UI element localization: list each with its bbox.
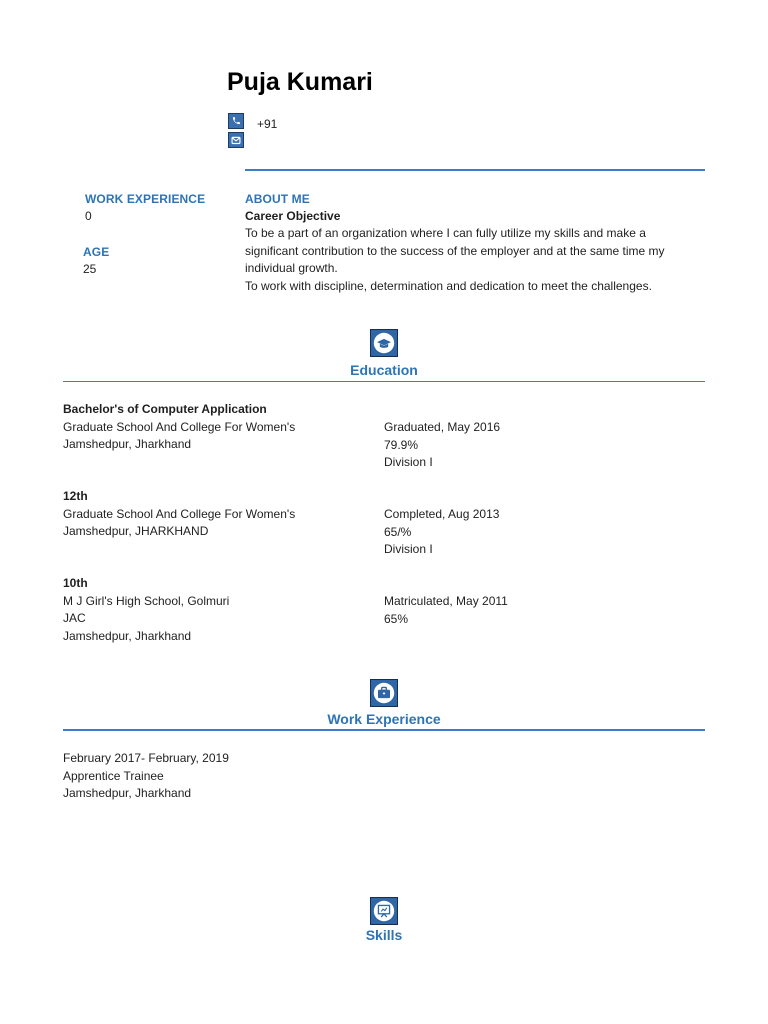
graduation-cap-icon [370, 329, 398, 357]
presentation-board-icon [370, 897, 398, 925]
skills-title: Skills [365, 927, 403, 943]
work-location: Jamshedpur, Jharkhand [63, 786, 192, 800]
education-entry [63, 401, 295, 454]
work-experience-divider [63, 729, 705, 731]
degree-title: 12th [63, 489, 88, 503]
work-experience-title: Work Experience [327, 711, 441, 727]
location: Jamshedpur, JHARKHAND [63, 524, 209, 538]
work-period: February 2017- February, 2019 [63, 751, 229, 765]
briefcase-icon [370, 679, 398, 707]
age-label: AGE [83, 245, 110, 259]
work-experience-label: WORK EXPERIENCE [85, 192, 206, 206]
education-entry [63, 488, 295, 541]
education-divider [63, 381, 705, 382]
career-objective-text [245, 225, 665, 295]
institution: Graduate School And College For Women's [63, 419, 296, 434]
age-value: 25 [83, 262, 97, 276]
candidate-name: Puja Kumari [227, 68, 373, 96]
objective-line: To be a part of an organization where I can fully utilize my skills and make a [245, 226, 646, 240]
education-result [384, 593, 508, 628]
objective-line: To work with discipline, determination and dedication to meet the challenges. [245, 278, 652, 293]
email-icon [228, 132, 244, 148]
work-entry [63, 750, 229, 803]
location: Jamshedpur, Jharkhand [63, 628, 192, 643]
institution: Graduate School And College For Women's [63, 506, 296, 521]
score: 65% [384, 611, 409, 626]
degree-title: Bachelor's of Computer Application [63, 402, 267, 416]
score: 65/% [384, 524, 412, 539]
score: 79.9% [384, 437, 419, 452]
education-result [384, 506, 499, 559]
division: Division I [384, 542, 433, 556]
phone-number: +91 [257, 117, 278, 131]
objective-line: significant contribution to the success of the employer and at the same time my [245, 243, 665, 258]
education-result [384, 419, 500, 472]
education-entry [63, 575, 229, 645]
division: Division I [384, 455, 433, 469]
location: Jamshedpur, Jharkhand [63, 437, 192, 451]
institution: M J Girl's High School, Golmuri [63, 593, 230, 608]
work-experience-value: 0 [85, 209, 92, 223]
completion-date: Matriculated, May 2011 [384, 594, 508, 608]
objective-line: individual growth. [245, 261, 338, 275]
board: JAC [63, 611, 86, 625]
degree-title: 10th [63, 576, 88, 590]
phone-icon [228, 113, 244, 129]
work-role: Apprentice Trainee [63, 768, 164, 783]
about-heading: ABOUT ME [245, 192, 310, 206]
education-title: Education [350, 362, 418, 378]
career-objective-heading: Career Objective [245, 209, 341, 223]
completion-date: Completed, Aug 2013 [384, 507, 500, 521]
header-divider [245, 169, 705, 171]
completion-date: Graduated, May 2016 [384, 420, 501, 434]
